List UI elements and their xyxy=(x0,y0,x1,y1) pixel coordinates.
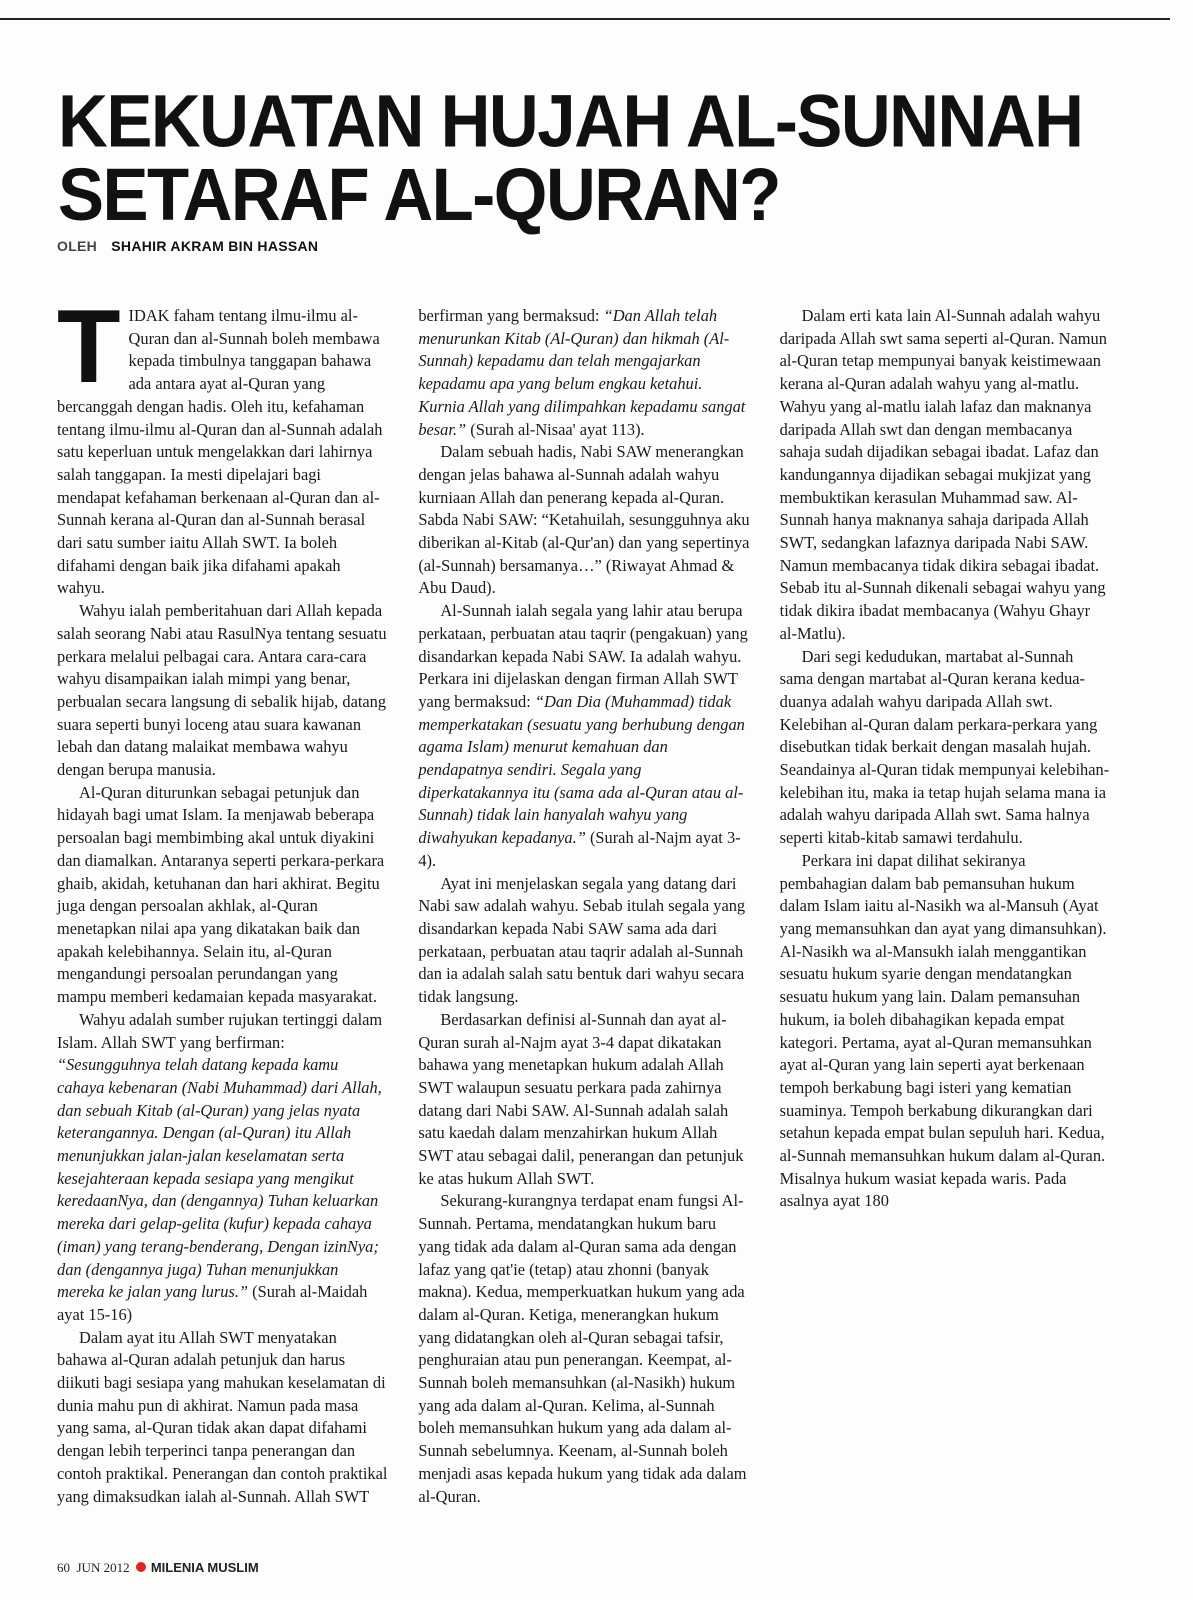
paragraph: Perkara ini dapat dilihat sekiranya pembahagian dalam bab pemansuhan hukum dalam Islam iaitu al-Nasikh wa al-Mansuh (Ayat yang memansuhkan dan ayat yang dimansuhkan). Al-Nasikh wa al-Mansukh ialah menggantikan sesuatu hukum syarie dengan mendatangkan sesuatu hukum yang lain. Dalam pemansuhan hukum, ia boleh dibahagikan kepada empat kategori. Pertama, ayat al-Quran memansuhkan ayat al-Quran yang lain seperti ayat berkenaan tempoh berkabung bagi isteri yang kematian suaminya. Tempoh berkabung dikurangkan dari setahun kepada empat bulan sepuluh hari. Kedua, al-Sunnah memansuhkan hukum dalam al-Quran. Misalnya hukum wasiat kepada waris. Pada asalnya ayat 180 xyxy=(779,850,1107,1211)
paragraph: Ayat ini menjelaskan segala yang datang dari Nabi saw adalah wahyu. Sebab itulah segala yang disandarkan kepada Nabi SAW sama ada dari perkataan, perbuatan atau taqrir adalah al-Sunnah dan ia adalah salah satu bentuk dari wahyu secara tidak langsung. xyxy=(418,873,746,1007)
page-footer xyxy=(57,1560,259,1576)
red-dot-icon xyxy=(136,1562,146,1572)
paragraph: Al-Sunnah ialah segala yang lahir atau berupa perkataan, perbuatan atau taqrir (pengakuan) yang disandarkan kepada Nabi SAW. Ia adalah wahyu. Perkara ini dijelaskan dengan firman Allah SWT yang bermaksud: “Dan Dia (Muhammad) tidak memperkatakan (sesuatu yang berhubung dengan agama Islam) menurut kemahuan dan pendapatnya sendiri. Segala yang diperkatakannya itu (sama ada al-Quran atau al-Sunnah) tidak lain hanyalah wahyu yang diwahyukan kepadanya.” (Surah al-Najm ayat 3-4). xyxy=(418,601,748,870)
quote: “Dan Dia (Muhammad) tidak memperkatakan (sesuatu yang berhubung dengan agama Islam) menurut kemahuan dan pendapatnya sendiri. Segala yang diperkatakannya itu (sama ada al-Quran atau al-Sunnah) tidak lain hanyalah wahyu yang diwahyukan kepadanya.” xyxy=(418,691,745,848)
page-number: 60 xyxy=(57,1560,70,1575)
paragraph: Wahyu ialah pemberitahuan dari Allah kepada salah seorang Nabi atau RasulNya tentang sesuatu perkara melalui pelbagai cara. Antara cara-cara wahyu disampaikan ialah mimpi yang benar, perbualan secara langsung di sebalik hijab, datang suara seperti bunyi loceng atau suara kawanan lebah dan datang malaikat membawa wahyu dengan berupa manusia. xyxy=(57,601,387,780)
top-rule xyxy=(0,18,1170,20)
paragraph: Berdasarkan definisi al-Sunnah dan ayat al-Quran surah al-Najm ayat 3-4 dapat dikatakan bahawa yang menetapkan hukum adalah Allah SWT walaupun sesuatu perkara pada zahirnya datang dari Nabi SAW. Al-Sunnah adalah salah satu kaedah dalam menzahirkan hukum Allah SWT atau sebagai dalil, penerangan dan petunjuk ke atas hukum Allah SWT. xyxy=(418,1009,744,1188)
article-body xyxy=(57,289,1111,1510)
byline-label: OLEH xyxy=(57,238,98,254)
paragraph: Dalam erti kata lain Al-Sunnah adalah wahyu daripada Allah swt sama seperti al-Quran. Namun al-Quran tetap mempunyai banyak keistimewaan kerana al-Quran adalah wahyu yang al-matlu. Wahyu yang al-matlu ialah lafaz dan maknanya daripada Allah swt dan dengan membacanya sahaja sudah dijadikan sebagai ibadat. Lafaz dan kandungannya dijadikan sebagai mukjizat yang membuktikan kerasulan Muhammad saw. Al-Sunnah hanya maknanya sahaja daripada Allah SWT, sedangkan lafaznya daripada Nabi SAW. Namun membacanya tidak dikira sebagai ibadat. Sebab itu al-Sunnah dikenali sebagai wahyu yang tidak dikira ibadat membacanya (Wahyu Ghayr al-Matlu). xyxy=(779,306,1107,643)
headline-line-1: KEKUATAN HUJAH AL-SUNNAH xyxy=(58,79,1083,163)
paragraph: Dari segi kedudukan, martabat al-Sunnah sama dengan martabat al-Quran kerana kedua-duanya adalah wahyu daripada Allah swt. Kelebihan al-Quran dalam perkara-perkara yang disebutkan tidak berkait dengan masalah hujah. Seandainya al-Quran tidak mempunyai kelebihan-kelebihan itu, maka ia tetap hujah selama mana ia adalah wahyu daripada Allah swt. Sama halnya seperti kitab-kitab samawi terdahulu. xyxy=(779,646,1110,848)
quote: “Sesungguhnya telah datang kepada kamu cahaya kebenaran (Nabi Muhammad) dari Allah, dan sebuah Kitab (al-Quran) yang jelas nyata keterangannya. Dengan (al-Quran) itu Allah menunjukkan jalan-jalan keselamatan serta kesejahteraan kepada sesiapa yang mengikut keredaanNya, dan (dengannya) Tuhan keluarkan mereka dari gelap-gelita (kufur) kepada cahaya (iman) yang terang-benderang, Dengan izinNya; dan (dengannya juga) Tuhan menunjukkan mereka ke jalan yang lurus.” xyxy=(57,1055,382,1302)
paragraph: Wahyu adalah sumber rujukan tertinggi dalam Islam. Allah SWT yang berfirman: “Sesungguhnya telah datang kepada kamu cahaya kebenaran (Nabi Muhammad) dari Allah, dan sebuah Kitab (al-Quran) yang jelas nyata keterangannya. Dengan (al-Quran) itu Allah menunjukkan jalan-jalan keselamatan serta kesejahteraan kepada sesiapa yang mengikut keredaanNya, dan (dengannya) Tuhan keluarkan mereka dari gelap-gelita (kufur) kepada cahaya (iman) yang terang-benderang, Dengan izinNya; dan (dengannya juga) Tuhan menunjukkan mereka ke jalan yang lurus.” (Surah al-Maidah ayat 15-16) xyxy=(57,1009,383,1324)
paragraph: TIDAK faham tentang ilmu-ilmu al-Quran dan al-Sunnah boleh membawa kepada timbulnya tanggapan bahawa ada antara ayat al-Quran yang bercanggah dengan hadis. Oleh itu, kefahaman tentang ilmu-ilmu al-Quran dan al-Sunnah adalah satu keperluan untuk mengelakkan dari lahirnya salah tanggapan. Ia mesti dipelajari bagi mendapat kefahaman berkenaan al-Quran dan al-Sunnah kerana al-Quran dan al-Sunnah berasal dari satu sumber iaitu Allah SWT. Ia boleh difahami dengan baik jika difahami apakah wahyu. xyxy=(57,289,383,598)
issue-date: JUN 2012 xyxy=(76,1560,130,1575)
paragraph: Al-Quran diturunkan sebagai petunjuk dan hidayah bagi umat Islam. Ia menjawab beberapa persoalan bagi membimbing akal untuk diyakini dan diamalkan. Antaranya seperti perkara-perkara ghaib, akidah, ketuhanan dan hari akhirat. Begitu juga dengan persoalan akhlak, al-Quran menetapkan nilai apa yang dikatakan baik dan apakah kelebihannya. Selain itu, al-Quran mengandungi persoalan perundangan yang mampu memberi kedamaian kepada masyarakat. xyxy=(57,782,385,1007)
paragraph: Dalam ayat itu Allah SWT menyatakan bahawa al-Quran adalah petunjuk dan harus diikuti bagi sesiapa yang mahukan keselamatan di dunia mahu pun di akhirat. Namun pada masa yang sama, al-Quran tidak akan dapat difahami dengan lebih terperinci tanpa penerangan dan contoh praktikal. Penerangan dan contoh praktikal yang dimaksudkan ialah al-Sunnah. Allah SWT berfirman yang bermaksud: “Dan Allah telah menurunkan Kitab (Al-Quran) dan hikmah (Al-Sunnah) kepadamu dan telah mengajarkan kepadamu apa yang belum engkau ketahui. Kurnia Allah yang dilimpahkan kepadamu sangat besar.” (Surah al-Nisaa' ayat 113). xyxy=(57,306,746,1506)
paragraph: Sekurang-kurangnya terdapat enam fungsi Al-Sunnah. Pertama, mendatangkan hukum baru yang tidak ada dalam al-Quran sama ada dengan lafaz yang qat'ie (tetap) atau zhonni (banyak makna). Kedua, memperkuatkan hukum yang ada dalam al-Quran. Ketiga, menerangkan hukum yang didatangkan oleh al-Quran sebagai tafsir, penghuraian atau pun penerangan. Keempat, al-Sunnah boleh memansuhkan (al-Nasikh) hukum yang ada dalam al-Quran. Kelima, al-Sunnah boleh memansuhkan hukum yang ada dalam al-Sunnah sebelumnya. Keenam, al-Sunnah boleh menjadi asas kepada hukum yang tidak ada dalam al-Quran. xyxy=(418,1191,747,1506)
headline xyxy=(58,79,1168,237)
quote: “Dan Allah telah menurunkan Kitab (Al-Quran) dan hikmah (Al-Sunnah) kepadamu dan telah mengajarkan kepadamu apa yang belum engkau ketahui. Kurnia Allah yang dilimpahkan kepadamu sangat besar.” xyxy=(418,306,746,439)
byline xyxy=(57,238,318,254)
headline-line-2: SETARAF AL-QURAN? xyxy=(58,153,780,237)
author-name: SHAHIR AKRAM BIN HASSAN xyxy=(111,238,319,254)
magazine-name: MILENIA MUSLIM xyxy=(150,1560,259,1575)
paragraph: Dalam sebuah hadis, Nabi SAW menerangkan dengan jelas bahawa al-Sunnah adalah wahyu kurniaan Allah dan penerang kepada al-Quran. Sabda Nabi SAW: “Ketahuilah, sesungguhnya aku diberikan al-Kitab (al-Qur'an) dan yang sepertinya (al-Sunnah) bersamanya…” (Riwayat Ahmad & Abu Daud). xyxy=(418,442,750,598)
drop-cap: T xyxy=(57,289,121,405)
